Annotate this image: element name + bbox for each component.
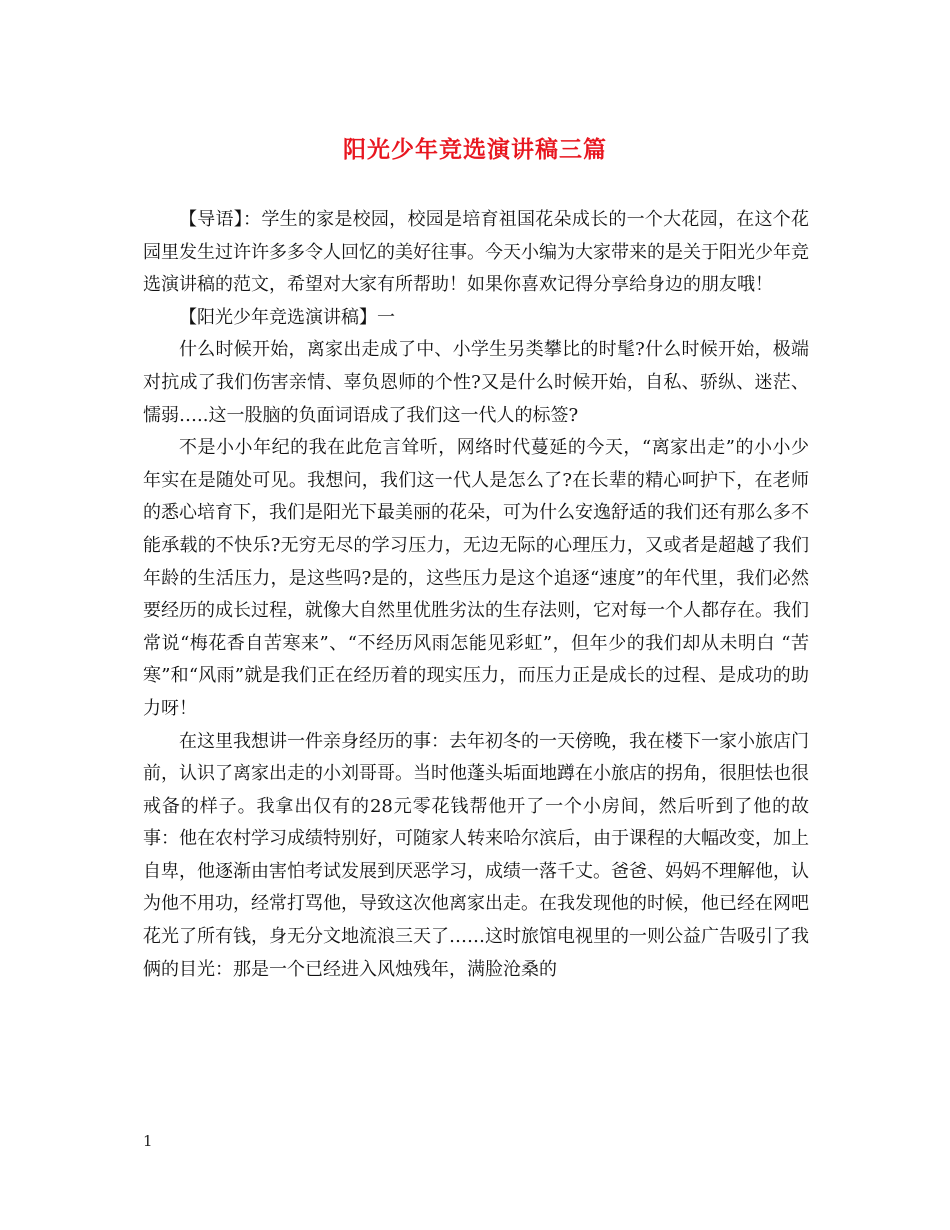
article-body <box>143 204 809 986</box>
page-number: 1 <box>143 1132 153 1150</box>
section-heading: 【阳光少年竞选演讲稿】一 <box>179 306 395 328</box>
page-title: 阳光少年竞选演讲稿三篇 <box>343 136 607 163</box>
body-paragraph: 在这里我想讲一件亲身经历的事：去年初冬的一天傍晚，我在楼下一家小旅店门前，认识了离家出走的小刘哥哥。当时他蓬头垢面地蹲在小旅店的拐角，很胆怯也很戒备的样子。我拿出仅有的28元零花钱帮他开了一个小房间，然后听到了他的故事：他在农村学习成绩特别好，可随家人转来哈尔滨后，由于课程的大幅改变，加上自卑，他逐渐由害怕考试发展到厌恶学习，成绩一落千丈。爸爸、妈妈不理解他，认为他不用功，经常打骂他，导致这次他离家出走。在我发现他的时候，他已经在网吧花光了所有钱，身无分文地流浪三天了……这时旅馆电视里的一则公益广告吸引了我俩的目光：那是一个已经进入风烛残年，满脸沧桑的 <box>143 730 809 980</box>
body-paragraph: 不是小小年纪的我在此危言耸听，网络时代蔓延的今天，“离家出走”的小小少年实在是随处可见。我想问，我们这一代人是怎么了?在长辈的精心呵护下，在老师的悉心培育下，我们是阳光下最美丽的花朵，可为什么安逸舒适的我们还有那么多不能承载的不快乐?无穷无尽的学习压力，无边无际的心理压力，又或者是超越了我们年龄的生活压力，是这些吗?是的，这些压力是这个追逐“速度”的年代里，我们必然要经历的成长过程，就像大自然里优胜劣汰的生存法则，它对每一个人都存在。我们常说“梅花香自苦寒来”、“不经历风雨怎能见彩虹”，但年少的我们却从未明白 “苦寒”和“风雨”就是我们正在经历着的现实压力，而压力正是成长的过程、是成功的助力呀！ <box>143 437 809 719</box>
intro-paragraph: 【导语】：学生的家是校园，校园是培育祖国花朵成长的一个大花园，在这个花园里发生过许许多多令人回忆的美好往事。今天小编为大家带来的是关于阳光少年竞选演讲稿的范文，希望对大家有所帮助！如果你喜欢记得分享给身边的朋友哦！ <box>143 209 809 296</box>
body-paragraph: 什么时候开始，离家出走成了中、小学生另类攀比的时髦?什么时候开始，极端对抗成了我们伤害亲情、辜负恩师的个性?又是什么时候开始，自私、骄纵、迷茫、懦弱…..这一股脑的负面词语成了我们这一代人的标签? <box>143 339 809 426</box>
